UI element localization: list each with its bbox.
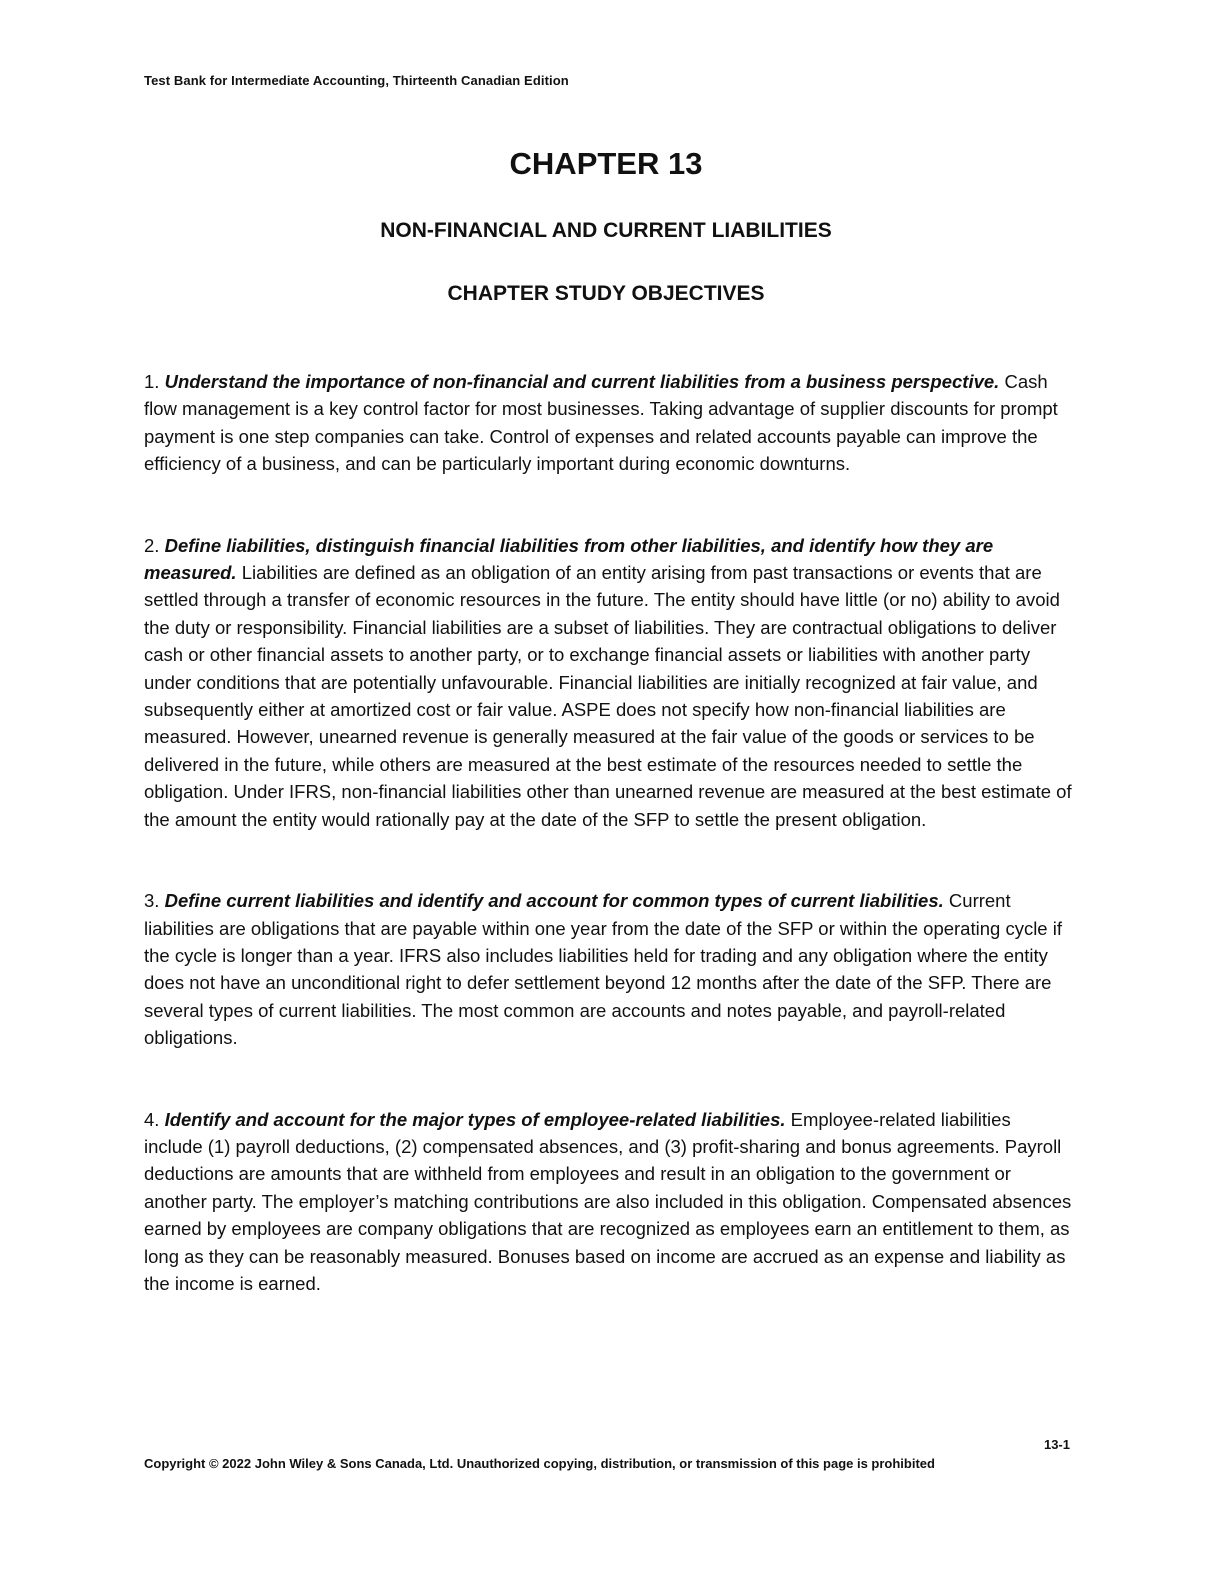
objective-body: Current liabilities are obligations that are payable within one year from the date of the SFP or within the operating cycle if the cycle is longer than a year. IFRS also includes liabilities held for trading and any obligation where the entity does not have an unconditional right to defer settlement beyond 12 months after the date of the SFP. There are several types of current liabilities. The most common are accounts and notes payable, and payroll-related obligations. (144, 890, 1062, 1049)
running-header: Test Bank for Intermediate Accounting, Thirteenth Canadian Edition (144, 73, 569, 88)
page-number: 13-1 (1043, 1437, 1070, 1452)
objective-1 (144, 368, 1072, 478)
section-heading: CHAPTER STUDY OBJECTIVES (447, 282, 765, 305)
objective-title: Identify and account for the major types of employee-related liabilities. (164, 1108, 786, 1130)
objective-body: Cash flow management is a key control factor for most businesses. Taking advantage of supplier discounts for prompt payment is one step companies can take. Control of expenses and related accounts payable can improve the efficiency of a business, and can be particularly important during economic downturns. (144, 371, 1058, 475)
objectives-list (144, 368, 1072, 1351)
copyright-notice: Copyright © 2022 John Wiley & Sons Canada, Ltd. Unauthorized copying, distribution, or transmission of this page is prohibited (144, 1456, 935, 1471)
objective-title: Understand the importance of non-financial and current liabilities from a business perspective. (164, 371, 1000, 392)
objective-number: 4. (144, 1108, 160, 1130)
objective-number: 1. (144, 371, 160, 392)
objective-3 (144, 887, 1072, 1051)
objective-body: Employee-related liabilities include (1) payroll deductions, (2) compensated absences, and (3) profit-sharing and bonus agreements. Payroll deductions are amounts that are withheld from employees and result in an obligation to the government or another party. The employer’s matching contributions are also included in this obligation. Compensated absences earned by employees are company obligations that are recognized as employees earn an entitlement to them, as long as they can be reasonably measured. Bonuses based on income are accrued as an expense and liability as the income is earned. (144, 1108, 1072, 1294)
chapter-subtitle: NON-FINANCIAL AND CURRENT LIABILITIES (380, 219, 832, 242)
objective-title: Define current liabilities and identify and account for common types of current liabilities. (164, 890, 944, 912)
objective-number: 2. (144, 534, 160, 556)
chapter-title: CHAPTER 13 (509, 146, 703, 181)
objective-2 (144, 532, 1072, 833)
objective-body: Liabilities are defined as an obligation of an entity arising from past transactions or events that are settled through a transfer of economic resources in the future. The entity should have little (or no) ability to avoid the duty or responsibility. Financial liabilities are a subset of liabilities. They are contractual obligations to deliver cash or other financial assets to another party, or to exchange financial assets or liabilities with another party under conditions that are potentially unfavourable. Financial liabilities are initially recognized at fair value, and subsequently either at amortized cost or fair value. ASPE does not specify how non-financial liabilities are measured. However, unearned revenue is generally measured at the fair value of the goods or services to be delivered in the future, while others are measured at the best estimate of the resources needed to settle the obligation. Under IFRS, non-financial liabilities other than unearned revenue are measured at the best estimate of the amount the entity would rationally pay at the date of the SFP to settle the present obligation. (144, 562, 1072, 830)
objective-4 (144, 1106, 1072, 1298)
objective-number: 3. (144, 890, 160, 912)
objective-title: Define liabilities, distinguish financial liabilities from other liabilities, and identify how they are measured. (144, 534, 994, 584)
